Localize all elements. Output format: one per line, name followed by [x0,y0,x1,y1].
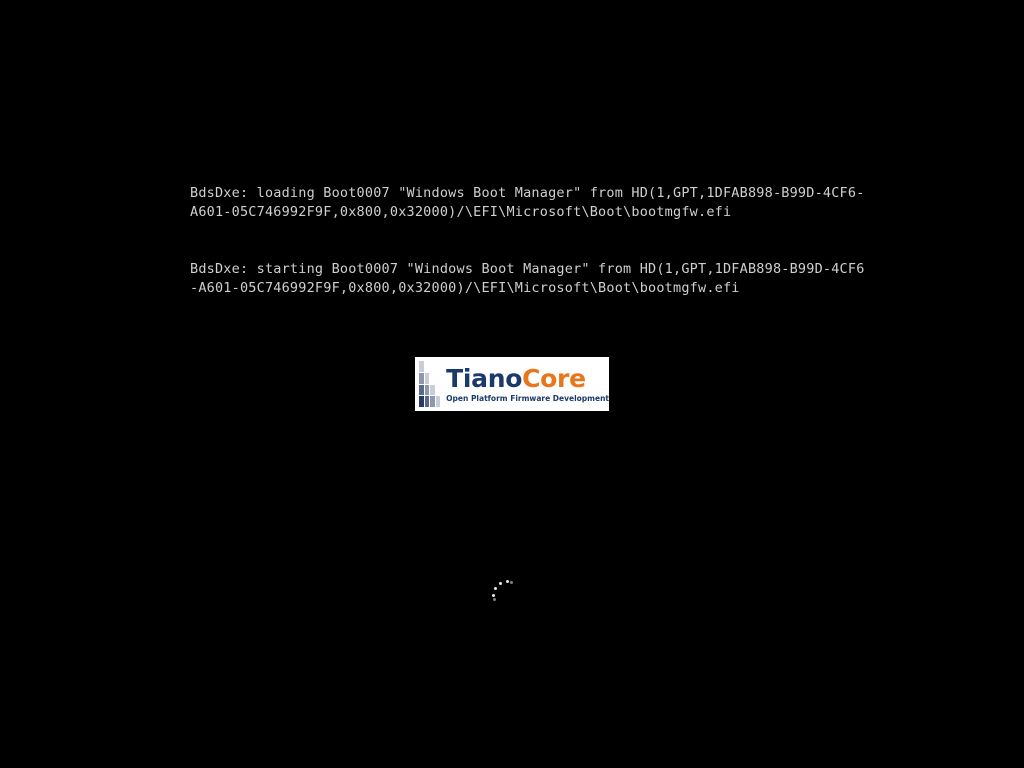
tianocore-logo-text [442,357,609,411]
tianocore-wordmark [446,363,609,393]
boot-progress-spinner [490,578,524,612]
wordmark-core: Core [522,363,586,393]
console-line: BdsDxe: starting Boot0007 "Windows Boot Manager" from HD(1,GPT,1DFAB898-B99D-4CF6-A601-05C746992F9F,0x800,0x32000)/\EFI\Microsoft\Boot\bootmgfw.efi [190,261,865,296]
firmware-console-output [190,146,870,317]
tianocore-tagline: Open Platform Firmware Development [446,393,609,403]
console-line: BdsDxe: loading Boot0007 "Windows Boot Manager" from HD(1,GPT,1DFAB898-B99D-4CF6-A601-05C746992F9F,0x800,0x32000)/\EFI\Microsoft\Boot\bootmgfw.efi [190,185,865,220]
tianocore-logo [415,357,609,411]
wordmark-tiano: Tiano [446,363,523,393]
tianocore-logo-mark-icon [415,357,442,411]
